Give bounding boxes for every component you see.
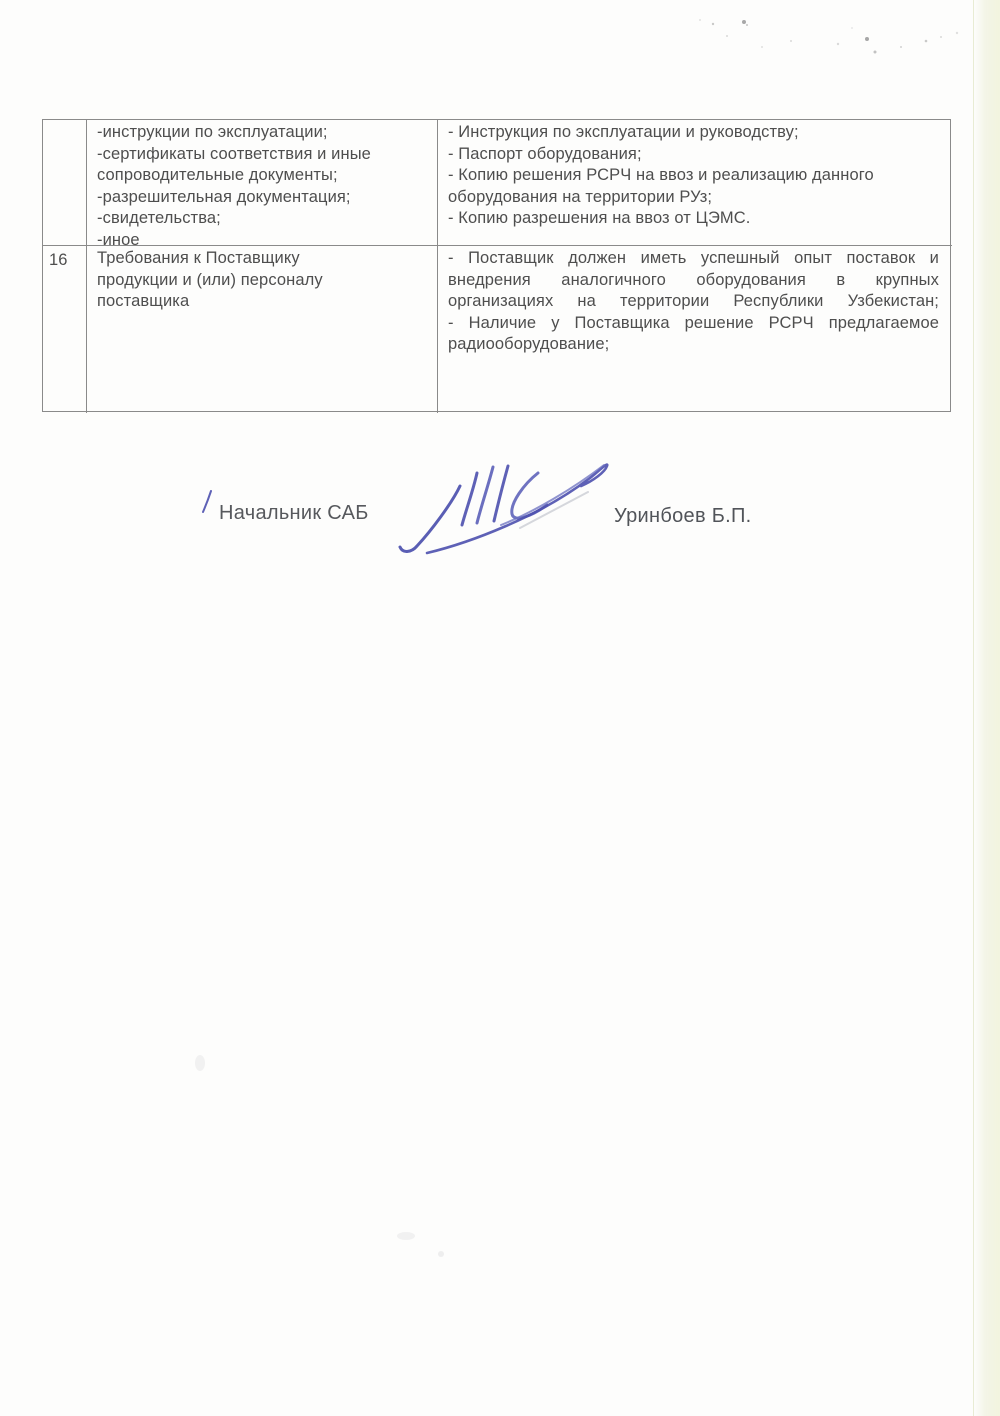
signer-title: Начальник САБ [219,502,369,524]
text-line: - Копию разрешения на ввоз от ЦЭМС. [448,209,751,227]
handwritten-signature [394,444,622,570]
text-line: -разрешительная документация; [97,187,351,206]
text-line: организациях на территории Республики Узбекистан; [448,292,939,310]
text-line: - Поставщик должен иметь успешный опыт поставок и [448,249,939,267]
text-line: сопроводительные документы; [97,166,338,184]
requirements-table [42,119,951,412]
pen-tick-mark [200,488,216,516]
text-line: - Копию решения РСРЧ на ввоз и реализацию данного [448,166,874,184]
text-line: оборудования на территории РУз; [448,187,713,206]
text-line: - Инструкция по эксплуатации и руководству; [448,123,799,141]
text-line: внедрения аналогичного оборудования в крупных [448,270,939,289]
value-cell [438,120,952,246]
text-line: поставщика [97,292,190,310]
text-line: - Наличие у Поставщика решение РСРЧ предлагаемое [448,313,939,332]
text-line: -иное [97,230,140,246]
row-number-cell: 16 [43,246,87,413]
row-number-cell [43,120,87,246]
text-line: -инструкции по эксплуатации; [97,123,328,141]
scan-smudges [150,1040,500,1270]
value-cell [438,246,952,413]
parameter-cell [87,120,438,246]
parameter-cell [87,246,438,413]
text-line: -свидетельства; [97,209,221,227]
text-line: продукции и (или) персоналу [97,270,323,289]
text-line: - Паспорт оборудования; [448,144,642,163]
signer-name: Уринбоев Б.П. [614,505,752,527]
scan-edge-tint [973,0,1000,1416]
text-line: радиооборудование; [448,335,610,353]
text-line: Требования к Поставщику [97,249,300,267]
text-line: -сертификаты соответствия и иные [97,144,371,163]
scan-noise-speckles [680,8,980,63]
